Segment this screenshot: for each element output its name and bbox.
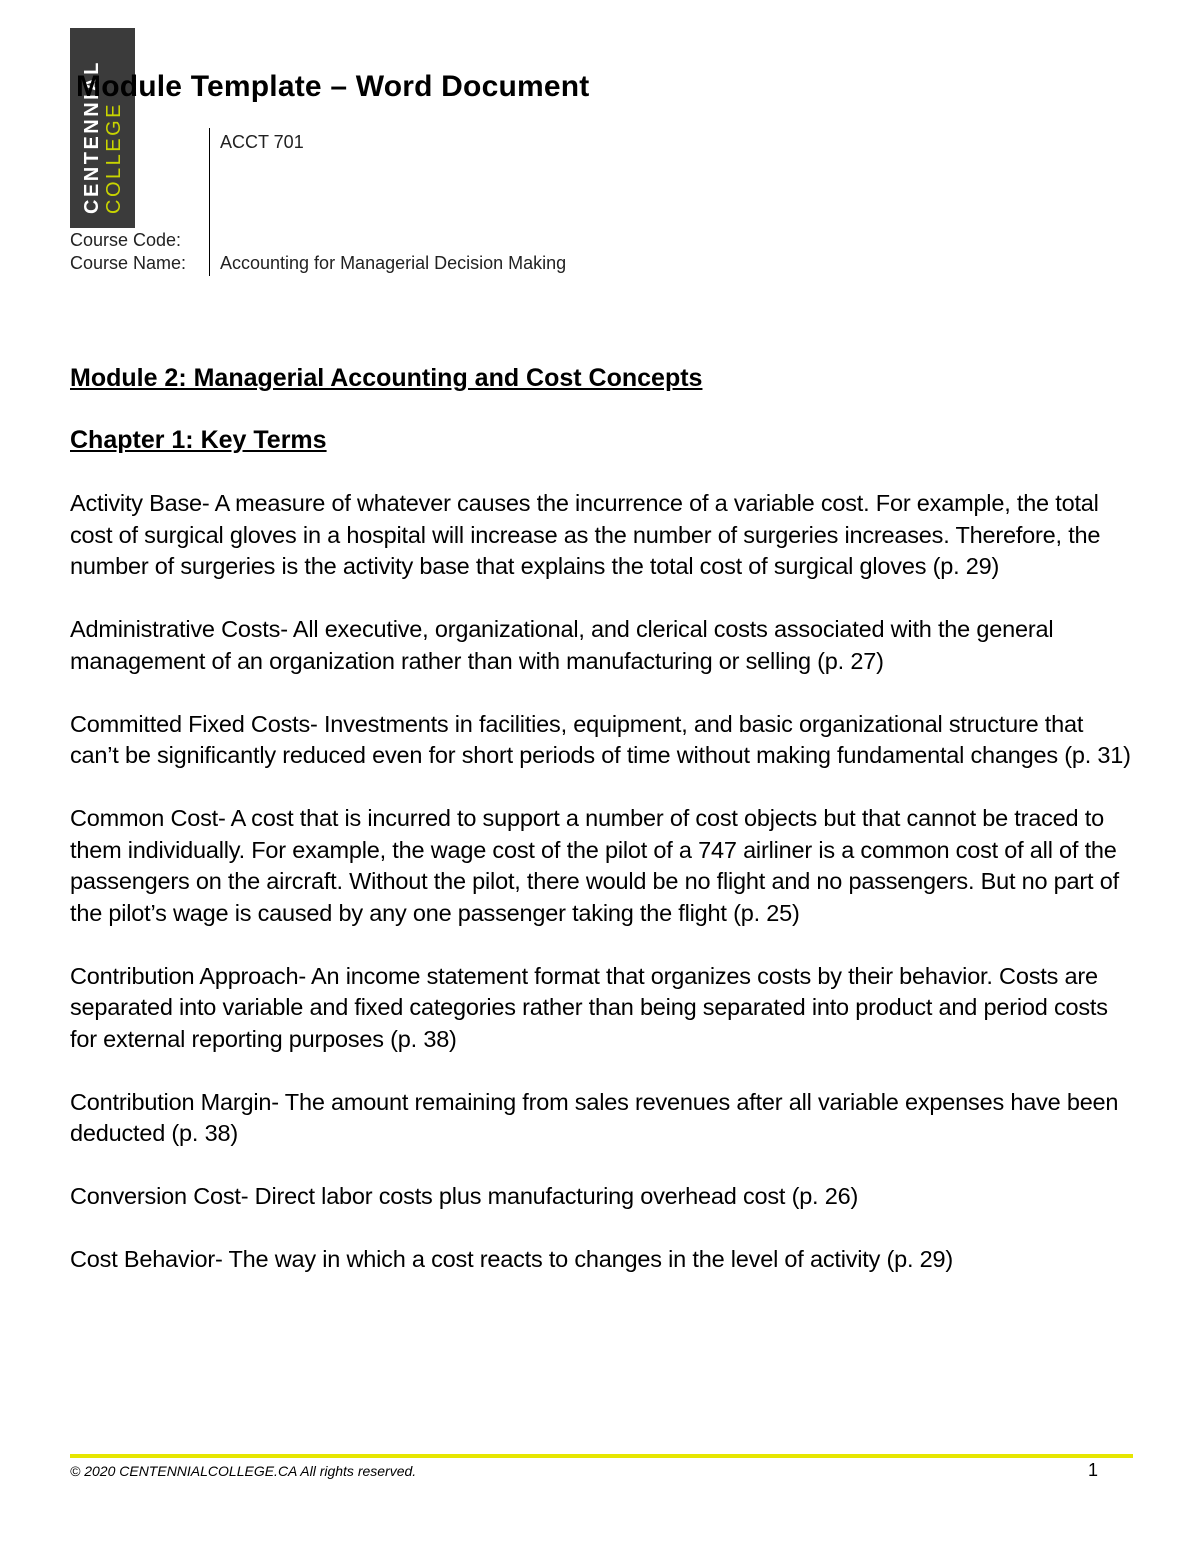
key-terms-list (70, 488, 1135, 1307)
term-name: Cost Behavior (70, 1246, 215, 1272)
term-name: Contribution Approach (70, 962, 299, 989)
term-entry (70, 1181, 1135, 1213)
term-definition: - Direct labor costs plus manufacturing overhead cost (p. 26) (240, 1183, 859, 1209)
term-entry (70, 803, 1135, 929)
course-code-label: Course Code: (70, 230, 182, 250)
term-name: Activity Base (70, 490, 202, 516)
term-definition: - Investments in facilities, equipment, and basic organizational structure that can’t be significantly reduced even for short periods of time without making fundamental changes (p. 31) (70, 710, 1131, 768)
header-divider (209, 128, 210, 276)
course-code-value: ACCT 701 (220, 132, 304, 152)
centennial-college-logo (70, 28, 135, 228)
logo-line-centennial: CENTENNIAL (80, 60, 103, 214)
term-definition: - A measure of whatever causes the incurrence of a variable cost. For example, the total cost of surgical gloves in a hospital will increase as the number of surgeries increases. Therefore, the number of surgeries is the activity base that explains the total cost of surgical gloves (p. 29) (70, 490, 1101, 579)
term-entry (70, 488, 1135, 583)
chapter-heading: Chapter 1: Key Terms (70, 426, 327, 454)
term-name: Conversion Cost (70, 1183, 241, 1209)
term-definition: - The way in which a cost reacts to changes in the level of activity (p. 29) (215, 1246, 954, 1272)
footer-copyright: © 2020 CENTENNIALCOLLEGE.CA All rights reserved. (70, 1463, 417, 1479)
term-entry (70, 1244, 1135, 1276)
term-definition: - An income statement format that organizes costs by their behavior. Costs are separated into variable and fixed categories rather than being separated into product and period costs for external reporting purposes (p. 38) (70, 962, 1108, 1052)
term-definition: - All executive, organizational, and clerical costs associated with the general management of an organization rather than with manufacturing or selling (p. 27) (70, 616, 1054, 674)
module-heading: Module 2: Managerial Accounting and Cost Concepts (70, 364, 703, 392)
course-name-value: Accounting for Managerial Decision Making (220, 253, 567, 273)
term-definition: - A cost that is incurred to support a number of cost objects but that cannot be traced to them individually. For example, the wage cost of the pilot of a 747 airliner is a common cost of all of the passengers on the aircraft. Without the pilot, there would be no flight and no passengers. But no part of the pilot’s wage is caused by any one passenger taking the flight (p. 25) (70, 805, 1119, 926)
term-name: Common Cost (70, 805, 218, 831)
term-definition: - The amount remaining from sales revenues after all variable expenses have been deducted (p. 38) (70, 1088, 1119, 1146)
term-name: Committed Fixed Costs (70, 710, 311, 737)
term-entry (70, 961, 1135, 1056)
course-name-label: Course Name: (70, 253, 187, 273)
term-name: Contribution Margin (70, 1088, 272, 1115)
term-entry (70, 709, 1135, 772)
term-entry (70, 1087, 1135, 1150)
term-name: Administrative Costs (70, 616, 281, 642)
footer-rule (70, 1454, 1133, 1458)
page-number: 1 (1088, 1460, 1099, 1480)
term-entry (70, 614, 1135, 677)
document-title: Module Template – Word Document (76, 70, 590, 103)
logo-line-college: COLLEGE (102, 102, 125, 214)
